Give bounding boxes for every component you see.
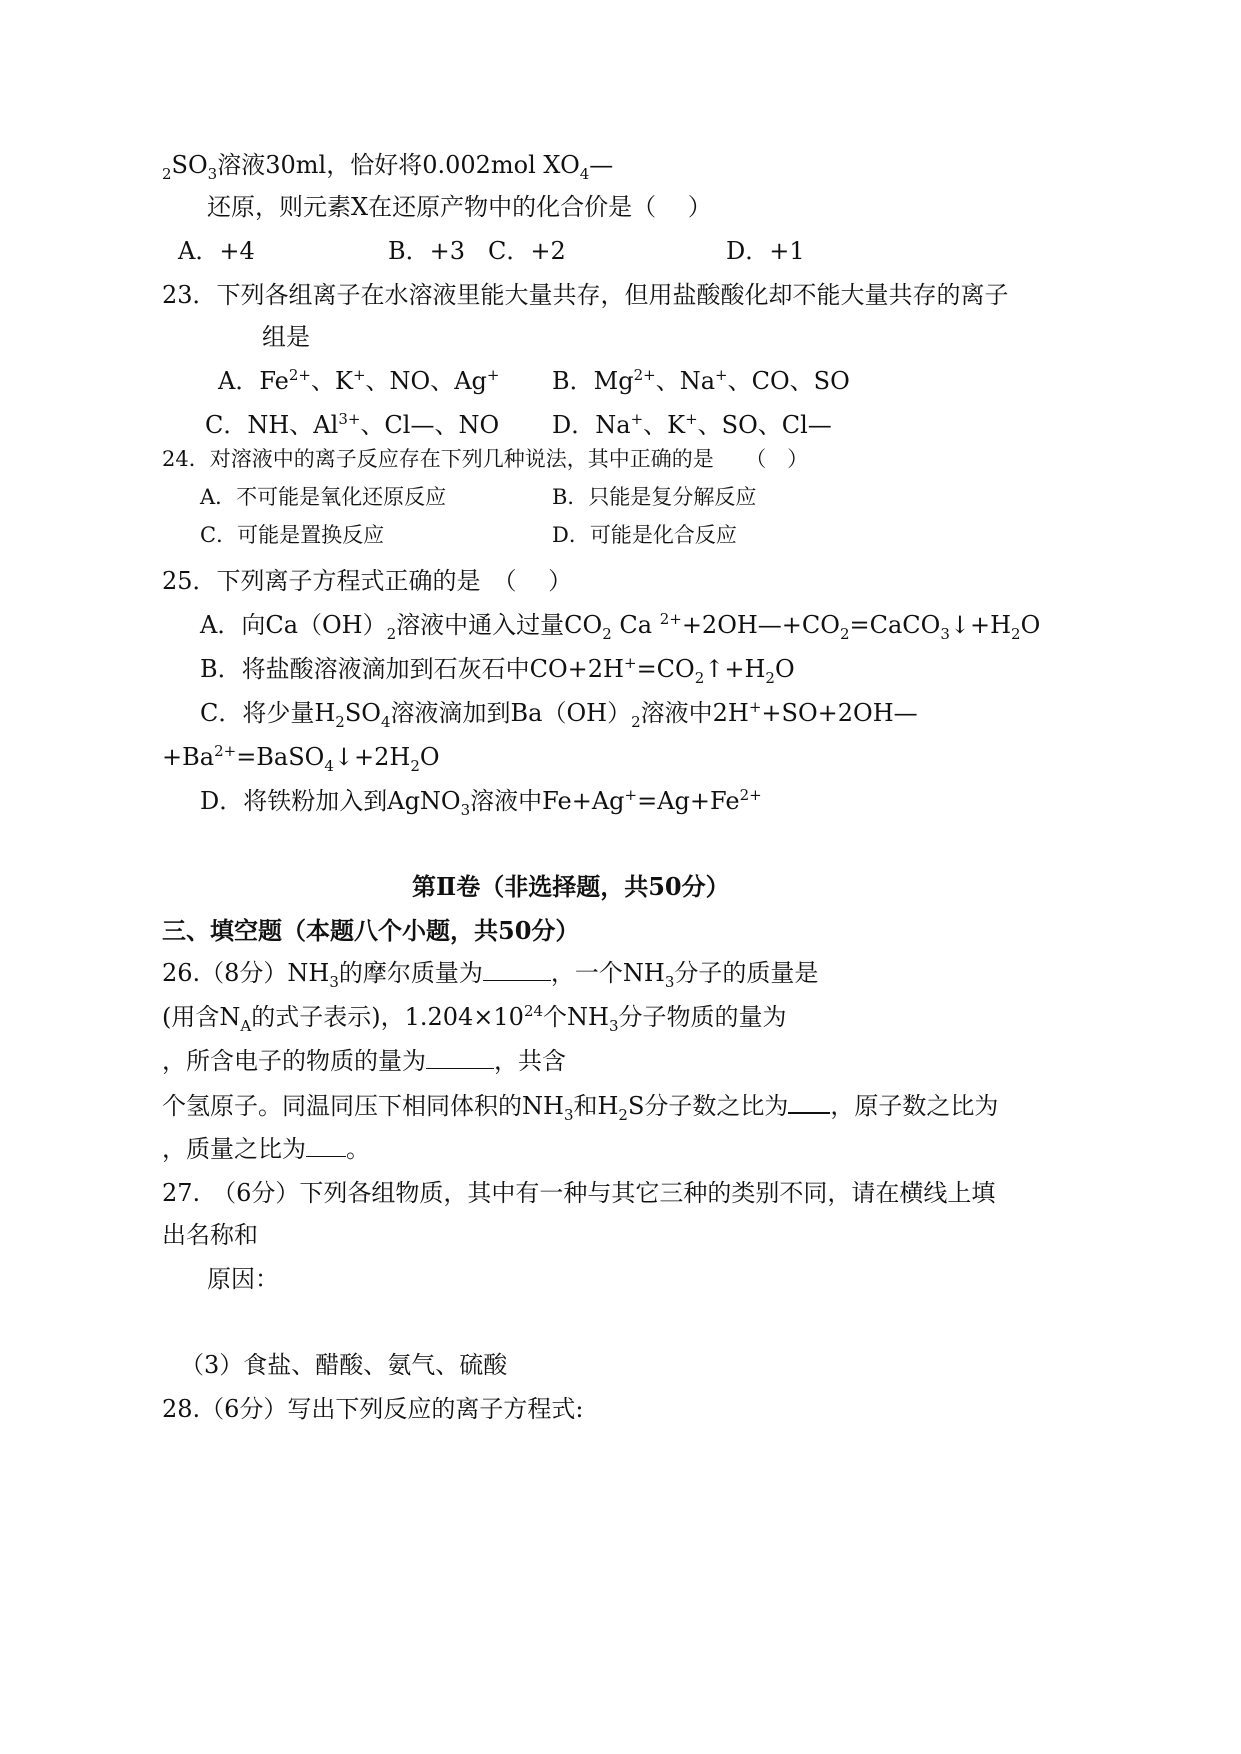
q22-option-d: D．+1 [726,237,805,265]
answer-blank [483,958,551,981]
q27-stem-cont: 出名称和 [162,1221,258,1249]
q25-option-c-cont: $+Ba^{2+}=BaSO_4↓+2H_2O$ [162,742,440,775]
q23-option-a: A．$Fe^{2+}$、K+、NO、Ag+ [218,366,500,395]
q25-option-a: A．向$Ca(OH)_2$溶液中通入过量$CO_2$ Ca $^{2+}+2OH—+CO_2=CaCO_3↓+H_2O$ [200,610,1041,643]
q22-option-c: C．+2 [488,237,566,265]
q25-option-d: D．将铁粉加入到AgNO$_3$溶液中$Fe+Ag^+=Ag+Fe^{2+}$ [200,786,762,819]
q24-option-a: A．不可能是氧化还原反应 [200,485,447,509]
section-title: 第Ⅱ卷（非选择题，共50分） [412,872,730,901]
answer-blank [788,1090,830,1114]
part-heading: 三、填空题（本题八个小题，共50分） [162,916,580,945]
q23-option-d: D．Na+、K+、SO、Cl— [552,410,832,439]
q26-line5: ，质量之比为 。 [162,1135,370,1163]
q27-item-3: （3）食盐、醋酸、氨气、硫酸 [180,1351,508,1379]
q23-option-c: C．NH、$Al^{3+}$、Cl—、NO [205,410,500,439]
subscript: 2 [162,164,172,183]
q24-option-d: D．可能是化合反应 [552,523,737,547]
q22-option-a: A．+4 [178,237,255,265]
q26-line3: ，所含电子的物质的量为 ，共含 [162,1047,566,1075]
q26-line1: 26.（8分）$NH_3$的摩尔质量为 ，一个$NH_3$分子的质量是 [162,959,819,991]
q22-line2: 还原，则元素X在还原产物中的化合价是（ ） [207,193,712,221]
q24-option-c: C．可能是置换反应 [200,523,385,547]
q23-stem-cont: 组是 [262,323,310,351]
q22-option-b: B．+3 [388,237,466,265]
q25-option-c: C．将少量$H_2SO_4$溶液滴加到$Ba(OH)_2$溶液中2H++SO+2OH— [200,698,918,731]
q27-stem-reason: 原因： [207,1265,279,1293]
q23-option-b: B．$Mg^{2+}$、Na+、CO、SO [552,366,850,395]
q24-stem: 24．对溶液中的离子反应存在下列几种说法，其中正确的是 （ ） [162,447,809,471]
q24-option-b: B．只能是复分解反应 [552,485,757,509]
answer-blank [426,1046,494,1069]
q25-stem: 25．下列离子方程式正确的是 （ ） [162,567,573,595]
q25-option-b: B．将盐酸溶液滴加到石灰石中$CO+2H^+=CO_2↑+H_2O$ [200,654,795,687]
q22-line1: $_2SO_3$溶液30ml，恰好将0.002mol $XO_4—$ [162,151,614,183]
q26-line2: (用含$N_A$的式子表示)，$1.204\times 10^{24}$个$NH_3$分子物质的量为 [162,1002,787,1035]
q23-stem: 23．下列各组离子在水溶液里能大量共存，但用盐酸酸化却不能大量共存的离子 [162,281,1009,309]
q27-stem: 27. （6分）下列各组物质，其中有一种与其它三种的类别不同，请在横线上填 [162,1179,996,1207]
q28-stem: 28.（6分）写出下列反应的离子方程式: [162,1395,584,1423]
q26-line4: 个氢原子。同温同压下相同体积的$NH_3$和$H_2S$分子数之比为 ，原子数之比为 [162,1092,999,1124]
answer-blank [306,1134,346,1157]
